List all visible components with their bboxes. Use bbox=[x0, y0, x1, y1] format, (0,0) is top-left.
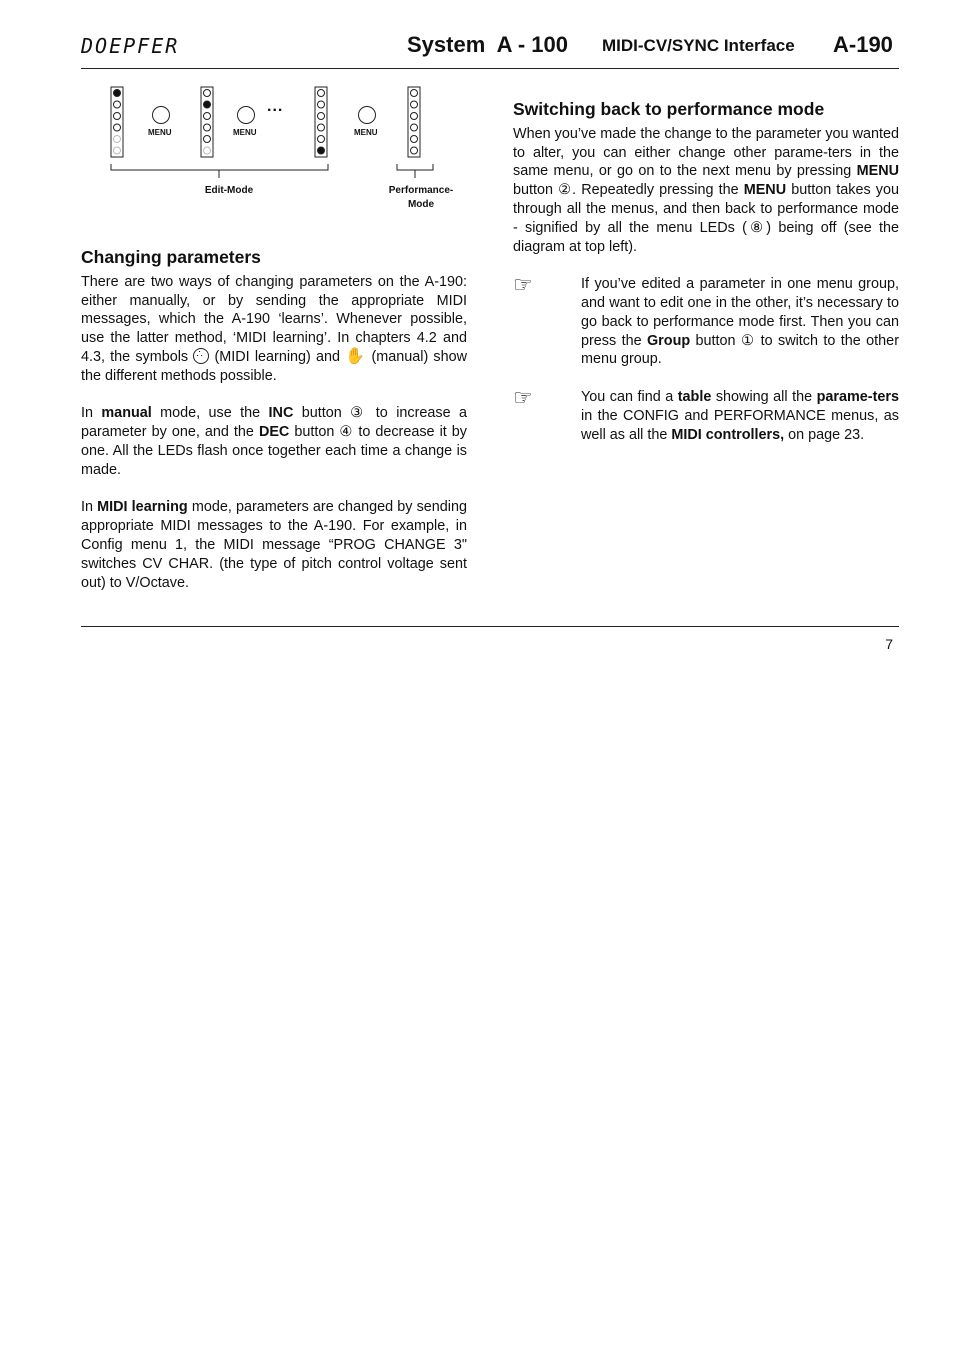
led-1-1 bbox=[114, 90, 121, 97]
menu-label-2: MENU bbox=[233, 128, 257, 137]
manual-hand-icon: ✋ bbox=[345, 347, 367, 365]
led-4-1 bbox=[411, 90, 418, 97]
paragraph-switching: When you’ve made the change to the parameter you wanted to alter, you can either change other parame-ters in the same menu, or go on to the next menu by pressing MENU button ②. Repeatedly pressing the MENU button takes you through all the menus, and then back to performance mode - signified by all the menu LEDs (⑧) being off (see the diagram at top left). bbox=[513, 125, 899, 255]
note-group: ☞ If you’ve edited a parameter in one menu group, and want to edit one in the other, it’s necessary to go back to performance mode first. Then you can press the Group button ① to switch to the other menu group. bbox=[513, 272, 899, 368]
led-4-2 bbox=[411, 101, 418, 108]
led-3-4 bbox=[318, 124, 325, 131]
led-2-3 bbox=[204, 113, 211, 120]
menu-button-3 bbox=[359, 107, 376, 124]
edit-mode-bracket bbox=[111, 164, 328, 170]
switching-back-heading: Switching back to performance mode bbox=[513, 99, 825, 119]
menu-button-1 bbox=[153, 107, 170, 124]
left-column bbox=[81, 248, 467, 611]
menu-led-diagram bbox=[81, 80, 481, 220]
menu-label-1: MENU bbox=[148, 128, 172, 137]
led-2-1 bbox=[204, 90, 211, 97]
paragraph-midi-learning: In MIDI learning mode, parameters are changed by sending appropriate MIDI messages to the A-190. For example, in Config menu 1, the MIDI message “PROG CHANGE 3" switches CV CHAR. (the type of pitch control voltage sent out) to V/Octave. bbox=[81, 499, 467, 591]
model-number: A-190 bbox=[833, 32, 893, 57]
pointing-hand-icon: ☞ bbox=[513, 384, 533, 410]
led-4-3 bbox=[411, 113, 418, 120]
led-2-6 bbox=[204, 147, 211, 154]
led-4-6 bbox=[411, 147, 418, 154]
led-2-5 bbox=[204, 136, 211, 143]
led-4-4 bbox=[411, 124, 418, 131]
led-2-2 bbox=[204, 101, 211, 108]
led-2-4 bbox=[204, 124, 211, 131]
led-4-5 bbox=[411, 136, 418, 143]
note-table: ☞ You can find a table showing all the parame-ters in the CONFIG and PERFORMANCE menus, as well as all the MIDI controllers, on page 23. bbox=[513, 384, 899, 443]
menu-label-3: MENU bbox=[354, 128, 378, 137]
led-1-3 bbox=[114, 113, 121, 120]
led-3-3 bbox=[318, 113, 325, 120]
led-1-4 bbox=[114, 124, 121, 131]
led-3-5 bbox=[318, 136, 325, 143]
header-rule bbox=[81, 68, 899, 69]
led-3-1 bbox=[318, 90, 325, 97]
paragraph-methods: There are two ways of changing parameters on the A-190: either manually, or by sending the appropriate MIDI messages, which the A-190 ‘learns’. Whenever possible, use the latter method, ‘MIDI learning’. In chapters 4.2 and 4.3, the symbols ∴ (MIDI learning) and ✋ (manual) show the different methods possible. bbox=[81, 273, 467, 386]
led-1-6 bbox=[114, 147, 121, 154]
page-number: 7 bbox=[885, 636, 893, 652]
menu-button-2 bbox=[238, 107, 255, 124]
performance-mode-label: Performance- Mode bbox=[388, 185, 454, 210]
led-1-5 bbox=[114, 136, 121, 143]
footer-rule bbox=[81, 626, 899, 627]
led-3-2 bbox=[318, 101, 325, 108]
right-column bbox=[513, 100, 899, 463]
edit-mode-label: Edit-Mode bbox=[204, 185, 254, 196]
midi-learning-icon bbox=[193, 348, 209, 364]
changing-parameters-heading: Changing parameters bbox=[81, 247, 261, 267]
performance-mode-bracket bbox=[397, 164, 433, 170]
paragraph-manual: In manual mode, use the INC button ③ to increase a parameter by one, and the DEC button ④ to decrease it by one. All the LEDs flash once together each time a change is made. bbox=[81, 405, 467, 478]
subtitle: MIDI-CV/SYNC Interface bbox=[602, 36, 795, 55]
page-header bbox=[81, 30, 899, 68]
doepfer-logo: DOEPFER bbox=[81, 34, 180, 58]
system-title: System A - 100 bbox=[407, 32, 569, 57]
led-3-6 bbox=[318, 147, 325, 154]
ellipsis: ... bbox=[267, 98, 284, 115]
led-1-2 bbox=[114, 101, 121, 108]
pointing-hand-icon: ☞ bbox=[513, 272, 533, 298]
